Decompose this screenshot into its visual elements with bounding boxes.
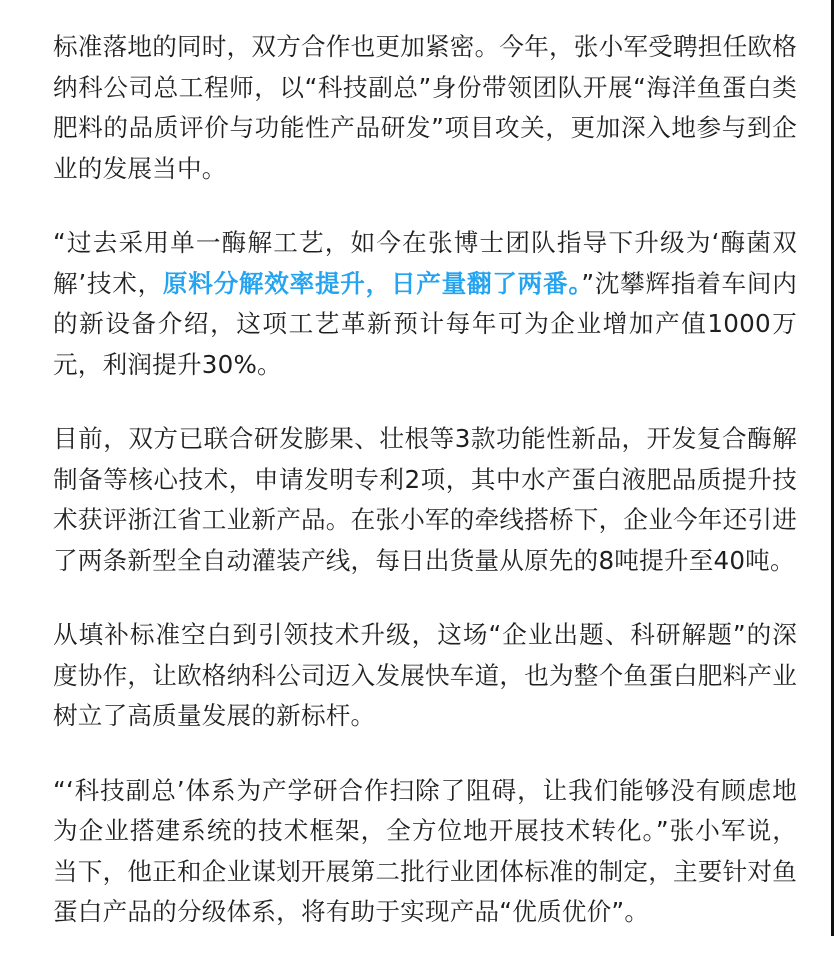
paragraph-cooperation: 标准落地的同时，双方合作也更加紧密。今年，张小军受聘担任欧格纳科公司总工程师，以“科技副总”身份带领团队开展“海洋鱼蛋白类肥料的品质评价与功能性产品研发”项目攻关，更加深入地参与到企业的发展当中。: [53, 32, 797, 183]
quote-trailing-text: ”沈攀辉指着车间内的新设备介绍，这项工艺革新预计每年可为企业增加产值1000万元，利润提升30%。: [53, 268, 797, 379]
paragraph-industry-benchmark: 从填补标准空白到引领技术升级，这场“企业出题、科研解题”的深度协作，让欧格纳科公司迈入发展快车道，也为整个鱼蛋白肥料产业树立了高质量发展的新标杆。: [53, 620, 797, 730]
paragraph-closing-quote: “‘科技副总’体系为产学研合作扫除了阻碍，让我们能够没有顾虑地为企业搭建系统的技术框架，全方位地开展技术转化。”张小军说，当下，他正和企业谋划开展第二批行业团体标准的制定，主要针对鱼蛋白产品的分级体系，将有助于实现产品“优质优价”。: [53, 775, 797, 926]
quote-lead-text: “过去采用单一酶解工艺，如今在张博士团队指导下升级为‘酶菌双解’技术，: [53, 228, 797, 298]
paragraph-process-upgrade: [53, 223, 797, 385]
article-body: [53, 27, 797, 967]
highlighted-result-text: 原料分解效率提升，日产量翻了两番。: [162, 268, 582, 298]
paragraph-new-products: 目前，双方已联合研发膨果、壮根等3款功能性新品，开发复合酶解制备等核心技术，申请发明专利2项，其中水产蛋白液肥品质提升技术获评浙江省工业新产品。在张小军的牵线搭桥下，企业今年还引进了两条新型全自动灌装产线，每日出货量从原先的8吨提升至40吨。: [53, 424, 797, 575]
